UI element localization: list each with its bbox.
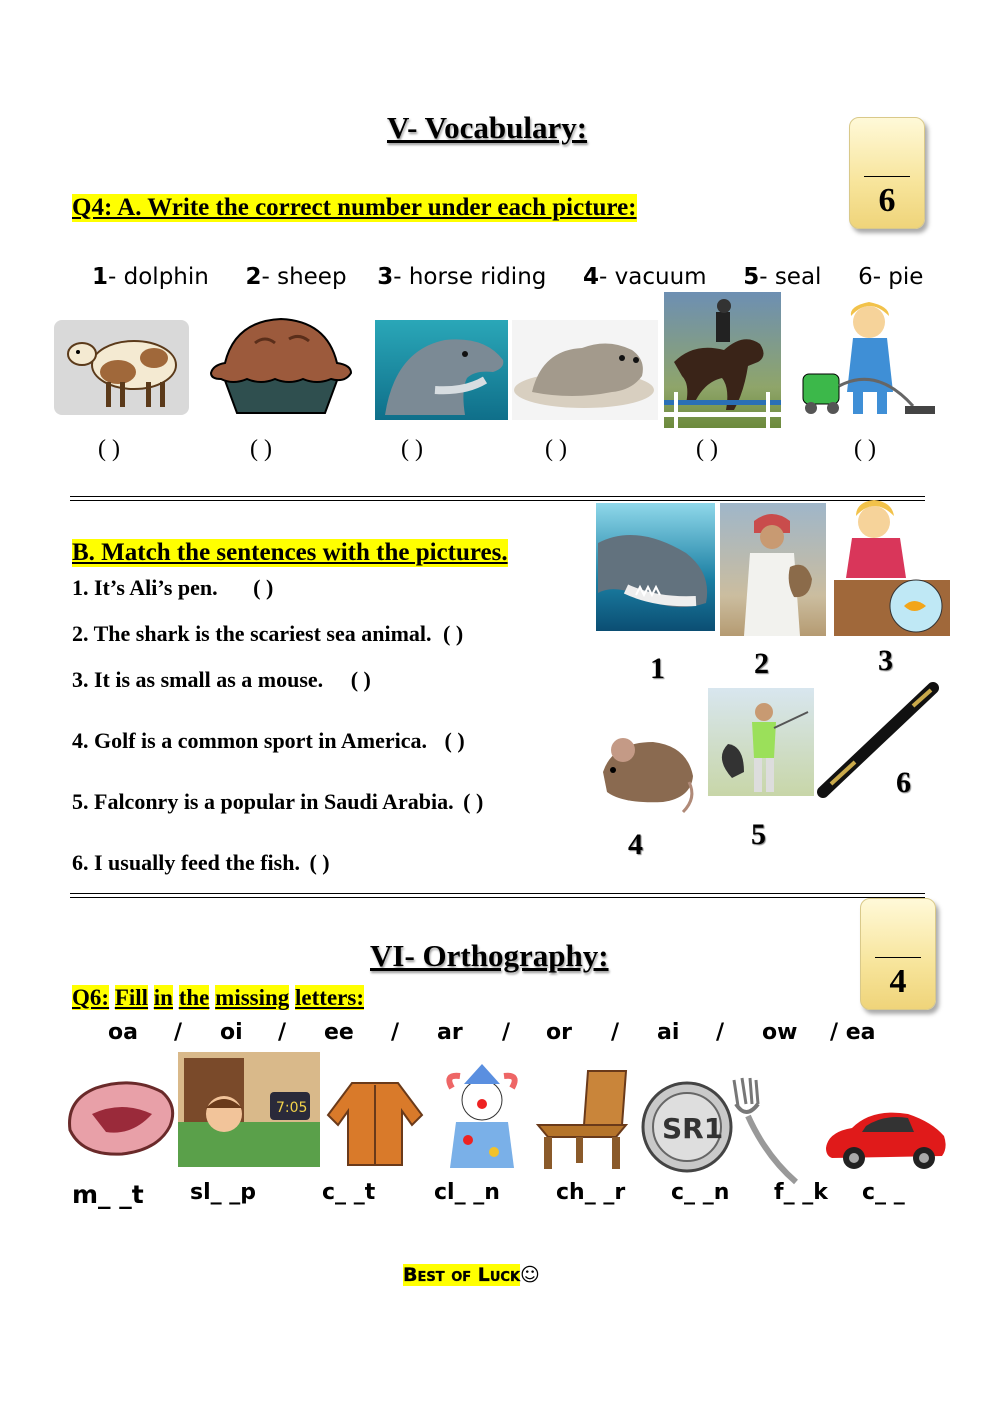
- blank-word[interactable]: ch_ _r: [556, 1180, 626, 1205]
- pie-icon: [205, 313, 357, 416]
- chair-icon: [532, 1067, 637, 1170]
- sentence-text: 4. Golf is a common sport in America.: [72, 728, 428, 753]
- answer-blank[interactable]: ( ): [696, 436, 718, 462]
- letter-group: oa: [108, 1020, 138, 1045]
- picture-number: 4: [628, 828, 643, 861]
- word-item: - sheep: [261, 264, 347, 290]
- letter-group: / ea: [830, 1020, 876, 1045]
- word-item: - vacuum: [599, 264, 707, 290]
- word-number: 2: [245, 264, 262, 290]
- blank-word[interactable]: sl_ _p: [190, 1180, 257, 1205]
- blank-word[interactable]: c_ _n: [671, 1180, 730, 1205]
- q6-heading-word: missing: [215, 985, 290, 1010]
- svg-text:SR1: SR1: [662, 1112, 724, 1145]
- mouse-icon: [593, 712, 700, 816]
- horse-rider-icon: [664, 292, 781, 428]
- fork-icon: [726, 1076, 806, 1186]
- shark-icon: [596, 503, 715, 631]
- answer-blank[interactable]: ( ): [545, 436, 567, 462]
- blank-word[interactable]: m_ _t: [72, 1180, 144, 1209]
- dolphin-icon: [375, 320, 508, 420]
- answer-blank[interactable]: ( ): [309, 850, 330, 875]
- word-number: 5: [743, 264, 760, 290]
- q6-heading-word: Q6:: [72, 985, 110, 1010]
- sentence-2: [72, 621, 463, 647]
- sentence-5: [72, 789, 483, 815]
- letter-group: oi: [220, 1020, 243, 1045]
- score-value: 4: [889, 963, 907, 1000]
- divider: [70, 893, 925, 898]
- blank-word[interactable]: c_ _: [862, 1180, 905, 1205]
- q4b-heading: B. Match the sentences with the pictures.: [72, 539, 508, 566]
- clown-icon: [434, 1064, 530, 1168]
- sentence-6: [72, 850, 330, 876]
- section-vi-title: VI- Orthography:: [370, 938, 609, 973]
- coat-icon: [322, 1075, 428, 1167]
- section-v-title: V- Vocabulary:: [387, 110, 588, 145]
- blank-word[interactable]: c_ _t: [322, 1180, 376, 1205]
- word-number: 4: [583, 264, 600, 290]
- svg-text:7:05: 7:05: [276, 1100, 308, 1116]
- letter-group: or: [546, 1020, 572, 1045]
- golfer-icon: [708, 688, 814, 796]
- answer-blank[interactable]: ( ): [401, 436, 423, 462]
- footer: [403, 1264, 540, 1286]
- word-item: - horse riding: [393, 264, 547, 290]
- answer-blank[interactable]: ( ): [253, 575, 274, 600]
- coin-icon: [640, 1080, 734, 1174]
- picture-number: 3: [878, 644, 893, 677]
- letter-group: ow: [762, 1020, 798, 1045]
- footer-text: Best of Luck: [403, 1264, 521, 1286]
- picture-number: 2: [754, 647, 769, 680]
- score-value: 6: [878, 182, 896, 219]
- letter-group: ee: [324, 1020, 354, 1045]
- picture-number: 1: [650, 652, 665, 685]
- answer-blank[interactable]: ( ): [463, 789, 484, 814]
- blanks-row: [0, 1180, 992, 1214]
- score-box-vocabulary: [849, 117, 925, 229]
- letter-separator: /: [278, 1020, 287, 1045]
- word-number: 3: [377, 264, 394, 290]
- sleeping-boy-icon: [178, 1052, 320, 1167]
- sentence-text: 6. I usually feed the fish.: [72, 850, 300, 875]
- sentence-1: [72, 575, 273, 601]
- q4a-heading: Q4: A. Write the correct number under each picture:: [72, 194, 637, 221]
- pen-icon: [815, 680, 960, 798]
- letter-group: ai: [657, 1020, 680, 1045]
- answer-blank[interactable]: ( ): [350, 667, 371, 692]
- falconer-icon: [720, 503, 826, 636]
- answer-blank[interactable]: ( ): [854, 436, 876, 462]
- letter-separator: /: [716, 1020, 725, 1045]
- sentence-text: 3. It is as small as a mouse.: [72, 667, 324, 692]
- q6-heading-word: the: [178, 985, 210, 1010]
- letter-separator: /: [174, 1020, 183, 1045]
- car-icon: [822, 1100, 950, 1172]
- meat-icon: [62, 1070, 179, 1162]
- answer-blank[interactable]: ( ): [443, 621, 464, 646]
- picture-number: 5: [751, 818, 766, 851]
- letter-separator: /: [391, 1020, 400, 1045]
- sentence-text: 2. The shark is the scariest sea animal.: [72, 621, 432, 646]
- answer-blank[interactable]: ( ): [98, 436, 120, 462]
- q6-heading-word: in: [153, 985, 173, 1010]
- smiley-icon: ☺: [520, 1264, 540, 1286]
- seal-icon: [512, 320, 658, 420]
- fish-bowl-girl-icon: [834, 496, 950, 636]
- word-item: - dolphin: [108, 264, 209, 290]
- word-number: 1: [92, 264, 109, 290]
- q6-heading: [72, 984, 364, 1012]
- vacuum-girl-icon: [797, 296, 942, 423]
- letter-group: ar: [437, 1020, 463, 1045]
- word-bank: [92, 264, 923, 290]
- sentence-4: [72, 728, 465, 754]
- word-item: 6- pie: [858, 264, 924, 290]
- letter-bank: [0, 1020, 992, 1050]
- divider: [70, 496, 925, 501]
- sheep-icon: [54, 320, 189, 415]
- q6-heading-word: letters:: [295, 985, 364, 1010]
- picture-number: 6: [896, 766, 911, 799]
- letter-separator: /: [611, 1020, 620, 1045]
- sentence-text: 5. Falconry is a popular in Saudi Arabia.: [72, 789, 454, 814]
- blank-word[interactable]: cl_ _n: [434, 1180, 500, 1205]
- blank-word[interactable]: f_ _k: [774, 1180, 828, 1205]
- score-box-orthography: [860, 898, 936, 1010]
- sentence-text: 1. It’s Ali’s pen.: [72, 575, 218, 600]
- q6-heading-word: Fill: [114, 985, 149, 1010]
- answer-blank[interactable]: ( ): [250, 436, 272, 462]
- letter-separator: /: [502, 1020, 511, 1045]
- answer-blank[interactable]: ( ): [444, 728, 465, 753]
- word-item: - seal: [759, 264, 822, 290]
- sentence-3: [72, 667, 371, 693]
